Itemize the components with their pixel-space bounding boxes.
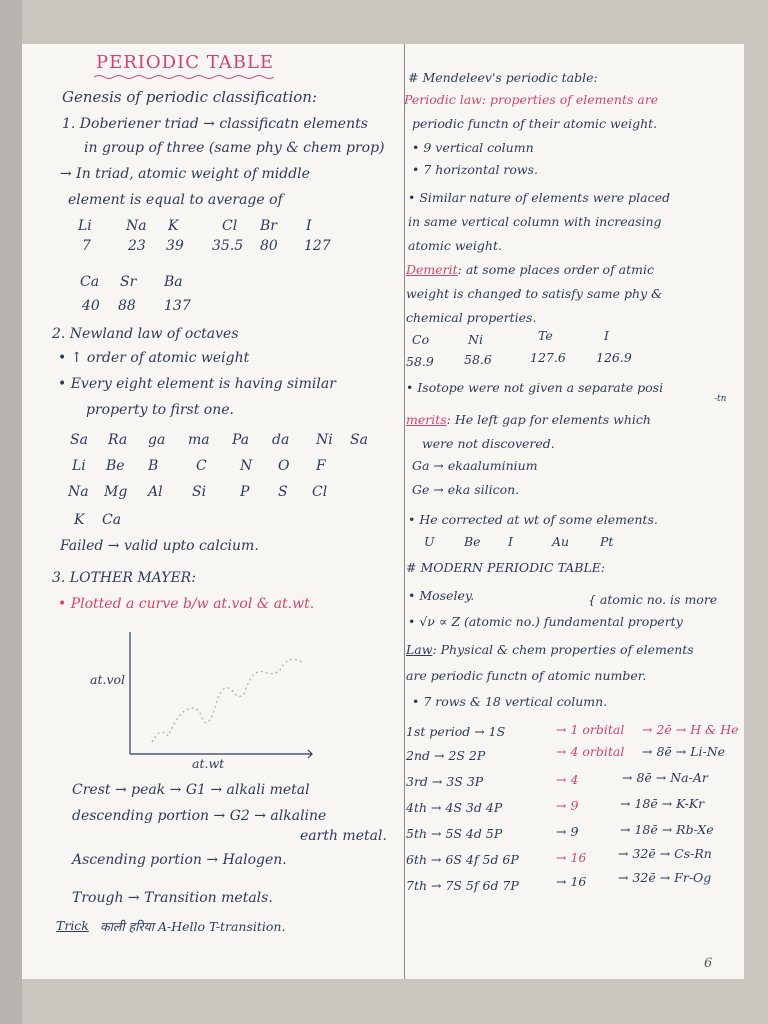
note-line: • Moseley. <box>408 588 475 603</box>
note-line: Ascending portion → Halogen. <box>72 852 287 868</box>
note-line: • ↑ order of atomic weight <box>58 350 250 366</box>
trick-mnemonic: काली हरिया A-Hello T-transition. <box>100 919 286 934</box>
note-line: { atomic no. is more <box>588 592 718 607</box>
note-line: are periodic functn of atomic number. <box>406 668 647 683</box>
note-line: merits: He left gap for elements which <box>406 412 651 427</box>
note-line: weight is changed to satisfy same phy & <box>406 286 663 301</box>
notebook-page: PERIODIC TABLE Genesis of periodic classification: 1. Doberiener triad → classificatn elements in group of three (same phy & chem prop) → In triad, atomic weight of middle element is equal to average of Li Na K Cl Br I 7 23 39 35.5 80 127 Ca Sr Ba 40 88 137 2. Newland law of octaves • ↑ order of atomic weight • Every eight element is having similar property to first one. Sa Ra ga ma Pa da Ni Sa Li Be B C N O F Na Mg Al Si P S Cl K Ca Failed → valid upto calcium. 3. LOTHER MAYER: • Plotted a curve b/w at.vol & at.wt. at.vol at.wt Crest → peak → G1 → alkali metal descending portion → G2 → alkaline earth metal. Ascending portion → Halogen. Trough → Transition metals. Trick काली हरिया A-Hello T-transition. # Mendeleev's periodic table: Periodic law: properties of elements are periodic functn of their atomic weight. • 9 vertical column • 7 horizontal rows. • Similar nature of elements were placed in same vertical column with increasing atomic weight. Demerit: at some places order of atmic weight is changed to satisfy same phy & chemical properties. Co Ni Te I 58.9 58.6 127.6 126.9 • Isotope were not given a separate posi -tn merits: He left gap for elements which were not discovered. Ga → ekaaluminium Ge → eka silicon. • He corrected at wt of some elements. U Be I Au Pt # MODERN PERIODIC TABLE: • Moseley. { atomic no. is more • √ν ∝ Z (atomic no.) fundamental property Law: Physical & chem properties of elements are periodic functn of atomic number. • 7 rows & 18 vertical column. 1st period → 1S → 1 orbital → 2ē → H & He 2nd → 2S 2P → 4 orbital → 8ē → Li-Ne 3rd → 3S 3P → 4 → 8ē → Na-Ar 4th → 4S 3d 4P → 9 → 18ē → K-Kr 5th → 5S 4d 5P → 9 → 18ē → Rb-Xe 6th → 6S 4f 5d 6P → 16 → 32ē → Cs-Rn 7th → 7S 5f 6d 7P → 16 → 32ē → Fr-Og 6 <box>22 44 744 979</box>
note-line: Ge → eka silicon. <box>412 482 520 497</box>
note-line: • √ν ∝ Z (atomic no.) fundamental property <box>408 614 683 629</box>
note-line: chemical properties. <box>406 310 537 325</box>
note-line: • Plotted a curve b/w at.vol & at.wt. <box>58 596 315 612</box>
note-line: Law: Physical & chem properties of elements <box>406 642 694 657</box>
note-line: Ga → ekaaluminium <box>412 458 538 473</box>
section-heading: # MODERN PERIODIC TABLE: <box>406 560 606 575</box>
note-line: periodic functn of their atomic weight. <box>412 116 658 131</box>
note-line: property to first one. <box>86 402 234 418</box>
genesis-heading: Genesis of periodic classification: <box>62 88 318 106</box>
page-edge <box>0 0 22 1024</box>
note-line: atomic weight. <box>408 238 502 253</box>
x-axis-label: at.wt <box>192 756 225 771</box>
note-line: • He corrected at wt of some elements. <box>408 512 658 527</box>
section-heading: # Mendeleev's periodic table: <box>408 70 598 85</box>
note-line: in group of three (same phy & chem prop) <box>84 140 385 156</box>
note-line: Trough → Transition metals. <box>72 890 273 906</box>
note-line: • 9 vertical column <box>412 140 534 155</box>
column-divider <box>404 44 405 979</box>
note-line: 2. Newland law of octaves <box>52 326 239 342</box>
note-line: • 7 horizontal rows. <box>412 162 539 177</box>
note-line: in same vertical column with increasing <box>408 214 662 229</box>
note-line: 3. LOTHER MAYER: <box>52 570 196 586</box>
page-title: PERIODIC TABLE <box>96 52 275 73</box>
note-line: descending portion → G2 → alkaline <box>72 808 327 824</box>
note-line: • Similar nature of elements were placed <box>408 190 671 205</box>
note-line: Failed → valid upto calcium. <box>60 538 259 554</box>
note-line: Periodic law: properties of elements are <box>404 92 659 107</box>
note-line: -tn <box>714 394 727 404</box>
note-line: Crest → peak → G1 → alkali metal <box>72 782 310 798</box>
note-line: element is equal to average of <box>68 192 283 208</box>
note-line: Demerit: at some places order of atmic <box>406 262 655 277</box>
note-line: → In triad, atomic weight of middle <box>60 166 310 182</box>
note-line: earth metal. <box>300 828 387 844</box>
note-line: 1. Doberiener triad → classificatn elements <box>62 116 368 132</box>
y-axis-label: at.vol <box>90 672 126 687</box>
page-number: 6 <box>704 956 713 971</box>
atomic-volume-curve <box>82 624 342 774</box>
note-line: • Every eight element is having similar <box>58 376 336 392</box>
note-line: • Isotope were not given a separate posi <box>406 380 664 395</box>
note-line: • 7 rows & 18 vertical column. <box>412 694 608 709</box>
note-line: were not discovered. <box>422 436 555 451</box>
trick-label: Trick <box>56 918 89 933</box>
title-underline <box>94 74 274 80</box>
